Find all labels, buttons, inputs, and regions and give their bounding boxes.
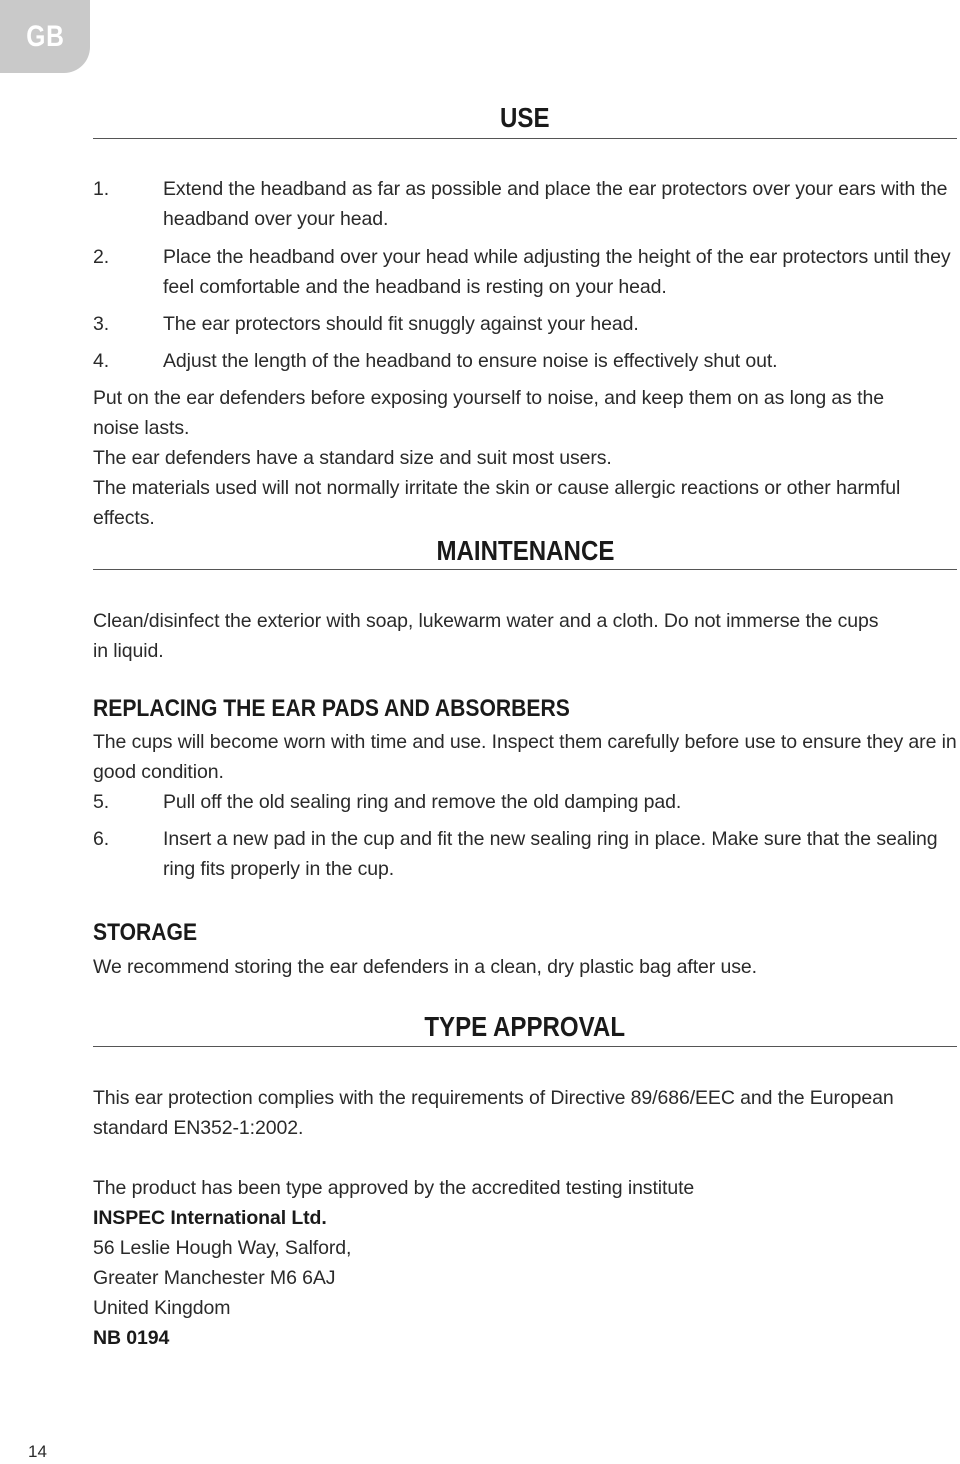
- step-1-text: Extend the headband as far as possible and place the ear protectors over your ears with the headband over your head.: [163, 178, 948, 230]
- type-approval-text: This ear protection complies with the requirements of Directive 89/686/EEC and the European standard EN352-1:2002.: [93, 1087, 894, 1139]
- step-6-text: Insert a new pad in the cup and fit the new sealing ring in place. Make sure that the sealing ring fits properly in the cup.: [163, 828, 938, 880]
- type-approval-divider: [93, 1046, 957, 1047]
- step-3-number: 3.: [93, 313, 110, 335]
- approved-by-text: The product has been type approved by the accredited testing institute: [93, 1177, 695, 1199]
- address-line-1: 56 Leslie Hough Way, Salford,: [93, 1237, 352, 1259]
- step-5-number: 5.: [93, 791, 110, 813]
- replacing-heading: REPLACING THE EAR PADS AND ABSORBERS: [93, 695, 570, 722]
- maintenance-text: Clean/disinfect the exterior with soap, lukewarm water and a cloth. Do not immerse the cups in liquid.: [93, 610, 879, 662]
- page-number: 14: [28, 1442, 47, 1461]
- storage-heading: STORAGE: [93, 919, 198, 946]
- replacing-intro: The cups will become worn with time and use. Inspect them carefully before use to ensure they are in good condition.: [93, 731, 957, 783]
- step-3-text: The ear protectors should fit snuggly against your head.: [163, 313, 639, 335]
- step-4-text: Adjust the length of the headband to ensure noise is effectively shut out.: [163, 350, 778, 372]
- approval-details: [93, 1173, 957, 1353]
- maintenance-divider: [93, 569, 957, 570]
- use-notes: Put on the ear defenders before exposing yourself to noise, and keep them on as long as the noise lasts. The ear defenders have a standard size and suit most users. The materials used will not normally irritate the skin or cause allergic reactions or other harmful effects.: [93, 387, 901, 529]
- step-5-text: Pull off the old sealing ring and remove the old damping pad.: [163, 791, 682, 813]
- language-label: GB: [25, 19, 65, 53]
- language-tab: [0, 0, 90, 73]
- step-2-text: Place the headband over your head while adjusting the height of the ear protectors until they feel comfortable and the headband is resting on your head.: [163, 246, 951, 298]
- address-line-2: Greater Manchester M6 6AJ: [93, 1267, 336, 1289]
- address-line-3: United Kingdom: [93, 1297, 231, 1319]
- step-2-number: 2.: [93, 246, 110, 268]
- step-1-number: 1.: [93, 178, 110, 200]
- use-divider: [93, 138, 957, 139]
- use-heading: USE: [500, 102, 550, 133]
- step-4-number: 4.: [93, 350, 110, 372]
- notified-body-number: NB 0194: [93, 1327, 170, 1349]
- storage-text: We recommend storing the ear defenders in a clean, dry plastic bag after use.: [93, 956, 757, 978]
- type-approval-heading: TYPE APPROVAL: [424, 1011, 626, 1042]
- maintenance-heading: MAINTENANCE: [436, 535, 614, 566]
- step-6-number: 6.: [93, 828, 110, 850]
- institute-name: INSPEC International Ltd.: [93, 1207, 327, 1229]
